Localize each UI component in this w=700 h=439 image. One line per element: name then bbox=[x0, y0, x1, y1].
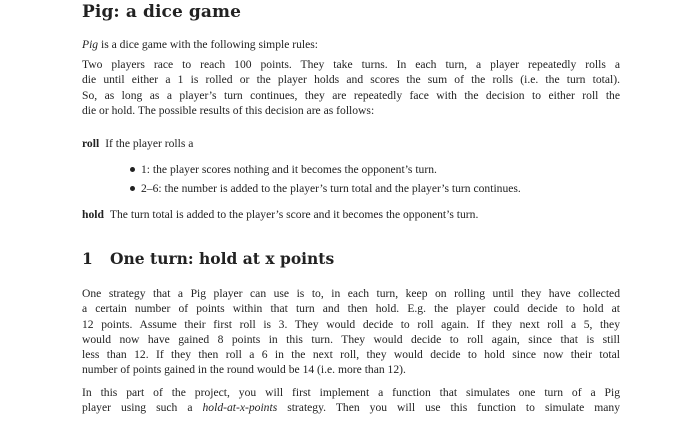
project-line: In this part of the project, you will first implement a function that simulates one turn of a Pig bbox=[82, 386, 620, 399]
roll-text: If the player rolls a bbox=[105, 137, 194, 150]
roll-outcomes-list bbox=[130, 162, 521, 200]
hold-term: hold bbox=[82, 208, 104, 221]
intro-line bbox=[82, 37, 620, 52]
roll-definition bbox=[82, 137, 193, 150]
strategy-line: a certain number of points within that turn and then hold. E.g. the player could decide to hold at bbox=[82, 302, 620, 316]
rules-line: Two players race to reach 100 points. They take turns. In each turn, a player repeatedly rolls a bbox=[82, 58, 620, 71]
intro-text: is a dice game with the following simple rules: bbox=[98, 38, 319, 51]
strategy-line: number of points gained in the round would be 14 (i.e. more than 12). bbox=[82, 363, 406, 377]
section-title: One turn: hold at x points bbox=[110, 249, 335, 268]
strategy-paragraph bbox=[82, 286, 620, 378]
game-name: Pig bbox=[82, 38, 99, 51]
list-item bbox=[130, 181, 521, 200]
project-line bbox=[82, 400, 620, 415]
strategy-line: One strategy that a Pig player can use is to, in each turn, keep on rolling until they have collected bbox=[82, 287, 620, 300]
rules-line: die or hold. The possible results of this decision are as follows: bbox=[82, 103, 375, 117]
rules-line: So, as long as a player’s turn continues, they are repeatedly face with the decision to either roll the bbox=[82, 88, 620, 102]
outcome-text: 1: the player scores nothing and it becomes the opponent’s turn. bbox=[141, 163, 437, 176]
bullet-icon bbox=[130, 167, 135, 172]
project-line-end: strategy. Then you will use this function to simulate many bbox=[277, 401, 620, 415]
outcome-text: 2–6: the number is added to the player’s turn total and the player’s turn continues. bbox=[141, 182, 521, 195]
roll-term: roll bbox=[82, 137, 100, 150]
intro-paragraph bbox=[82, 37, 620, 52]
list-item bbox=[130, 162, 521, 181]
project-line-start: player using such a bbox=[82, 401, 203, 415]
strategy-line: less than 12. If they then roll a 6 in the next roll, they would decide to hold since now their total bbox=[82, 348, 620, 362]
section-heading bbox=[82, 249, 334, 268]
section-number: 1 bbox=[82, 249, 93, 268]
hold-text: The turn total is added to the player’s score and it becomes the opponent’s turn. bbox=[109, 208, 479, 221]
strategy-line: 12 points. Assume their first roll is 3. They would decide to roll again. If they next roll a 5, they bbox=[82, 317, 620, 331]
rules-paragraph bbox=[82, 57, 620, 118]
hold-definition bbox=[82, 208, 478, 221]
bullet-icon bbox=[130, 186, 135, 191]
page-title: Pig: a dice game bbox=[82, 2, 241, 22]
project-paragraph bbox=[82, 385, 620, 416]
strategy-name: hold-at-x-points bbox=[202, 401, 278, 415]
rules-line: die until either a 1 is rolled or the player holds and scores the sum of the rolls (i.e. the turn total). bbox=[82, 73, 620, 87]
strategy-line: would now have gained 8 points in this turn. They would decide to roll again, since that is still bbox=[82, 332, 620, 346]
